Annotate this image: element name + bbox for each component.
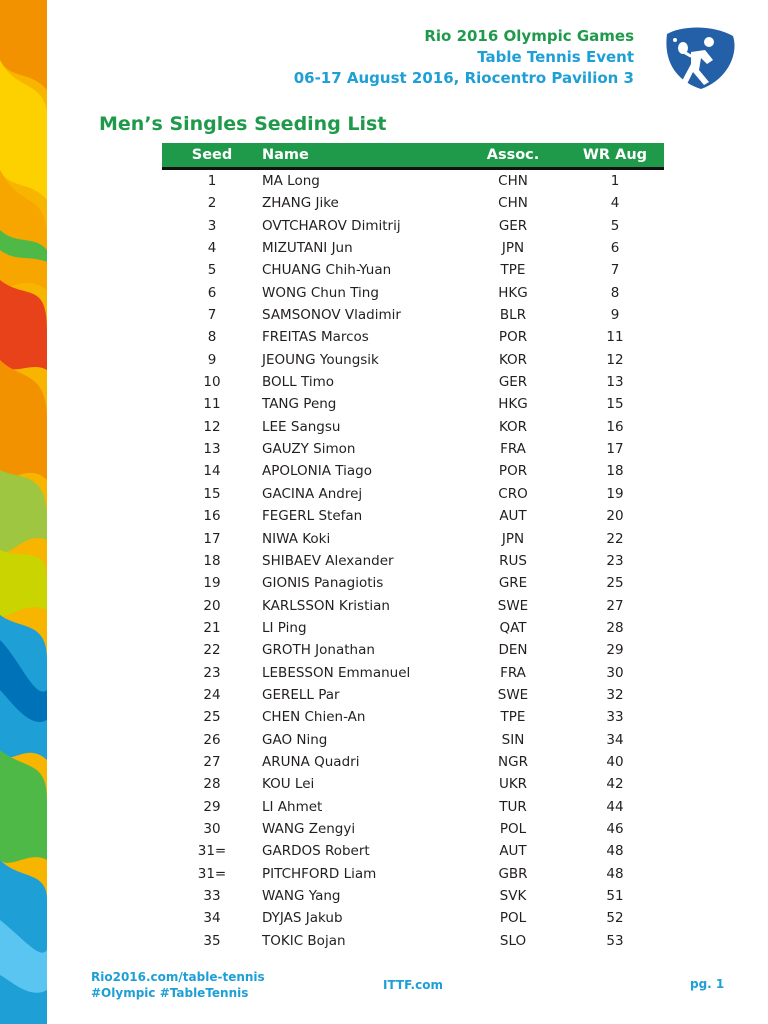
world-ranking-cell: 11: [606, 329, 624, 346]
player-name-cell: GAUZY Simon: [262, 441, 356, 458]
player-name-cell: WONG Chun Ting: [262, 284, 379, 301]
decorative-color-strip: [0, 0, 47, 1024]
seed-cell: 17: [203, 530, 221, 547]
association-cell: HKG: [498, 396, 528, 413]
association-cell: TPE: [500, 262, 526, 279]
world-ranking-cell: 22: [606, 530, 624, 547]
world-ranking-cell: 51: [606, 888, 624, 904]
association-cell: RUS: [499, 552, 527, 569]
association-cell: KOR: [498, 418, 528, 435]
seed-cell: 8: [207, 329, 217, 346]
player-name-cell: ZHANG Jike: [262, 195, 339, 212]
table-row: [162, 169, 664, 193]
player-name-cell: OVTCHAROV Dimitrij: [262, 217, 401, 234]
player-name-cell: LI Ping: [262, 619, 307, 636]
table-row: [162, 192, 664, 214]
world-ranking-cell: 53: [606, 932, 624, 949]
table-row: [162, 684, 664, 706]
seed-cell: 18: [203, 552, 221, 569]
player-name-cell: MIZUTANI Jun: [262, 240, 353, 257]
player-name-cell: LI Ahmet: [262, 798, 323, 815]
table-row: [162, 773, 664, 795]
player-name-cell: GACINA Andrej: [262, 485, 363, 502]
table-row: [162, 639, 664, 661]
table-row: [162, 371, 664, 393]
page-title: Men’s Singles Seeding List: [99, 113, 387, 135]
world-ranking-cell: 48: [606, 865, 624, 882]
seed-cell: 34: [203, 910, 221, 927]
world-ranking-cell: 19: [606, 485, 624, 502]
seed-cell: 6: [207, 284, 217, 301]
association-cell: JPN: [501, 240, 525, 257]
player-name-cell: FREITAS Marcos: [262, 329, 369, 346]
player-name-cell: FEGERL Stefan: [262, 508, 363, 525]
seed-cell: 31=: [197, 843, 227, 860]
association-cell: BLR: [499, 307, 527, 324]
table-row: [162, 393, 664, 415]
seed-cell: 2: [207, 195, 217, 212]
association-cell: POR: [498, 329, 528, 346]
table-row: [162, 460, 664, 482]
world-ranking-cell: 52: [606, 910, 624, 927]
world-ranking-cell: 32: [606, 686, 624, 703]
world-ranking-cell: 27: [606, 597, 624, 614]
seed-cell: 4: [207, 240, 217, 257]
table-row: [162, 930, 664, 952]
association-cell: SWE: [497, 597, 529, 614]
player-name-cell: NIWA Koki: [262, 530, 331, 547]
player-name-cell: TANG Peng: [262, 396, 337, 413]
world-ranking-cell: 28: [606, 619, 624, 636]
table-row: [162, 729, 664, 751]
table-row: [162, 259, 664, 281]
player-name-cell: WANG Zengyi: [262, 820, 356, 837]
association-cell: POR: [498, 463, 528, 480]
player-name-cell: GROTH Jonathan: [262, 642, 375, 659]
seed-cell: 10: [203, 374, 221, 391]
seed-cell: 25: [203, 709, 221, 726]
seed-cell: 27: [203, 753, 221, 770]
event-subtitle: Table Tennis Event: [477, 48, 634, 66]
seed-cell: 15: [203, 485, 221, 502]
player-name-cell: SAMSONOV Vladimir: [262, 307, 401, 324]
seed-cell: 14: [203, 463, 221, 480]
table-tennis-pictogram-icon: [661, 26, 737, 90]
seed-cell: 9: [207, 351, 217, 368]
seed-cell: 23: [203, 664, 221, 681]
association-cell: SIN: [501, 731, 525, 748]
column-header-assoc: Assoc.: [460, 143, 566, 169]
player-name-cell: JEOUNG Youngsik: [262, 351, 379, 368]
player-name-cell: LEBESSON Emmanuel: [262, 664, 411, 681]
seed-cell: 30: [203, 820, 221, 837]
player-name-cell: PITCHFORD Liam: [262, 865, 377, 882]
association-cell: KOR: [498, 351, 528, 368]
association-cell: AUT: [499, 508, 527, 525]
seed-cell: 1: [207, 173, 217, 189]
player-name-cell: APOLONIA Tiago: [262, 463, 372, 480]
world-ranking-cell: 23: [606, 552, 624, 569]
footer-links: [91, 969, 265, 1001]
association-cell: NGR: [498, 753, 528, 770]
table-row: [162, 304, 664, 326]
seed-cell: 29: [203, 798, 221, 815]
world-ranking-cell: 34: [606, 731, 624, 748]
table-row: [162, 706, 664, 728]
world-ranking-cell: 48: [606, 843, 624, 860]
association-cell: CHN: [498, 173, 528, 189]
world-ranking-cell: 12: [606, 351, 624, 368]
player-name-cell: SHIBAEV Alexander: [262, 552, 394, 569]
table-row: [162, 237, 664, 259]
seed-cell: 16: [203, 508, 221, 525]
association-cell: SLO: [499, 932, 527, 949]
column-header-seed: Seed: [162, 143, 262, 169]
player-name-cell: GIONIS Panagiotis: [262, 575, 384, 592]
player-name-cell: BOLL Timo: [262, 374, 334, 391]
player-name-cell: KARLSSON Kristian: [262, 597, 390, 614]
association-cell: UKR: [498, 776, 528, 793]
world-ranking-cell: 30: [606, 664, 624, 681]
seeding-table: [162, 143, 664, 952]
table-row: [162, 617, 664, 639]
footer-website-link[interactable]: Rio2016.com/table-tennis: [91, 970, 265, 984]
association-cell: TUR: [499, 798, 527, 815]
world-ranking-cell: 7: [610, 262, 620, 279]
table-row: [162, 416, 664, 438]
seed-cell: 11: [203, 396, 221, 413]
player-name-cell: GAO Ning: [262, 731, 328, 748]
world-ranking-cell: 16: [606, 418, 624, 435]
table-body: [162, 169, 664, 953]
table-row: [162, 751, 664, 773]
association-cell: DEN: [498, 642, 528, 659]
world-ranking-cell: 20: [606, 508, 624, 525]
table-row: [162, 818, 664, 840]
seed-cell: 31=: [197, 865, 227, 882]
table-row: [162, 215, 664, 237]
table-row: [162, 885, 664, 907]
association-cell: JPN: [501, 530, 525, 547]
association-cell: QAT: [499, 619, 527, 636]
world-ranking-cell: 15: [606, 396, 624, 413]
association-cell: TPE: [500, 709, 526, 726]
association-cell: CHN: [498, 195, 528, 212]
world-ranking-cell: 44: [606, 798, 624, 815]
association-cell: GER: [498, 217, 528, 234]
association-cell: SVK: [499, 888, 527, 904]
table-row: [162, 326, 664, 348]
association-cell: POL: [499, 820, 527, 837]
association-cell: AUT: [499, 843, 527, 860]
world-ranking-cell: 18: [606, 463, 624, 480]
table-row: [162, 595, 664, 617]
association-cell: GER: [498, 374, 528, 391]
world-ranking-cell: 33: [606, 709, 624, 726]
seed-cell: 19: [203, 575, 221, 592]
association-cell: GBR: [498, 865, 528, 882]
seed-cell: 7: [207, 307, 217, 324]
world-ranking-cell: 1: [610, 173, 620, 189]
association-cell: HKG: [498, 284, 528, 301]
player-name-cell: DYJAS Jakub: [262, 910, 343, 927]
world-ranking-cell: 46: [606, 820, 624, 837]
seed-cell: 5: [207, 262, 217, 279]
seed-cell: 35: [203, 932, 221, 949]
table-row: [162, 505, 664, 527]
association-cell: GRE: [498, 575, 528, 592]
column-header-name: Name: [262, 143, 460, 169]
player-name-cell: CHEN Chien-An: [262, 709, 366, 726]
player-name-cell: LEE Sangsu: [262, 418, 341, 435]
table-row: [162, 572, 664, 594]
association-cell: FRA: [500, 664, 526, 681]
world-ranking-cell: 9: [610, 307, 620, 324]
player-name-cell: CHUANG Chih-Yuan: [262, 262, 392, 279]
seed-cell: 22: [203, 642, 221, 659]
world-ranking-cell: 6: [610, 240, 620, 257]
footer-ittf-link[interactable]: ITTF.com: [383, 978, 443, 992]
seed-cell: 12: [203, 418, 221, 435]
world-ranking-cell: 17: [606, 441, 624, 458]
world-ranking-cell: 13: [606, 374, 624, 391]
player-name-cell: TOKIC Bojan: [262, 932, 346, 949]
table-row: [162, 662, 664, 684]
association-cell: FRA: [500, 441, 526, 458]
table-row: [162, 907, 664, 929]
page-number: pg. 1: [690, 977, 725, 991]
table-row: [162, 550, 664, 572]
seed-cell: 24: [203, 686, 221, 703]
player-name-cell: GARDOS Robert: [262, 843, 370, 860]
player-name-cell: GERELL Par: [262, 686, 340, 703]
association-cell: CRO: [498, 485, 528, 502]
footer-hashtags: #Olympic #TableTennis: [91, 986, 249, 1000]
world-ranking-cell: 25: [606, 575, 624, 592]
seed-cell: 33: [203, 888, 221, 904]
table-row: [162, 863, 664, 885]
seed-cell: 21: [203, 619, 221, 636]
table-row: [162, 528, 664, 550]
player-name-cell: WANG Yang: [262, 888, 341, 904]
table-row: [162, 438, 664, 460]
world-ranking-cell: 29: [606, 642, 624, 659]
seed-cell: 20: [203, 597, 221, 614]
table-row: [162, 840, 664, 862]
event-header: [294, 26, 634, 89]
association-cell: SWE: [497, 686, 529, 703]
world-ranking-cell: 4: [610, 195, 620, 212]
table-row: [162, 349, 664, 371]
world-ranking-cell: 40: [606, 753, 624, 770]
table-row: [162, 282, 664, 304]
table-row: [162, 796, 664, 818]
event-title: Rio 2016 Olympic Games: [424, 27, 634, 45]
association-cell: POL: [499, 910, 527, 927]
table-header-row: [162, 143, 664, 169]
seed-cell: 28: [203, 776, 221, 793]
seed-cell: 26: [203, 731, 221, 748]
player-name-cell: ARUNA Quadri: [262, 753, 360, 770]
event-dates-venue: 06-17 August 2016, Riocentro Pavilion 3: [293, 69, 634, 87]
seed-cell: 3: [207, 217, 217, 234]
player-name-cell: KOU Lei: [262, 776, 315, 793]
world-ranking-cell: 42: [606, 776, 624, 793]
table-row: [162, 483, 664, 505]
column-header-world-ranking: WR Aug: [566, 143, 664, 169]
world-ranking-cell: 8: [610, 284, 620, 301]
player-name-cell: MA Long: [262, 173, 320, 189]
seed-cell: 13: [203, 441, 221, 458]
world-ranking-cell: 5: [610, 217, 620, 234]
